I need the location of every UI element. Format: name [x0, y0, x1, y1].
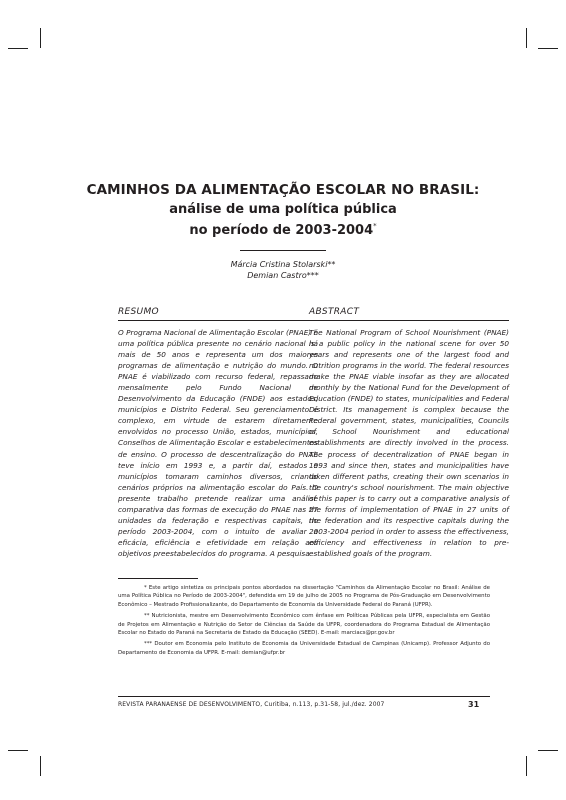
- author-list: [0, 259, 566, 281]
- crop-mark: [538, 750, 558, 751]
- author-name: Demian Castro***: [247, 271, 319, 280]
- page-number: 31: [468, 700, 480, 709]
- footnote: *** Doutor em Economia pelo Instituto de Economia da Universidade Estadual de Campinas (Unicamp). Professor Adjunto do Departamento de Economia da UFPR. E-mail: demian@ufpr.br: [118, 641, 490, 656]
- crop-mark: [526, 28, 527, 48]
- crop-mark: [40, 28, 41, 48]
- resumo-divider: [118, 320, 318, 321]
- journal-citation: REVISTA PARANAENSE DE DESENVOLVIMENTO, Curitiba, n.113, p.31-58, jul./dez. 2007: [118, 701, 385, 708]
- abstract-column: [309, 307, 509, 559]
- article-subtitle: [0, 201, 566, 239]
- footnote: ** Nutricionista, mestre em Desenvolvimento Econômico com ênfase em Políticas Públicas pela UFPR, especialista em Gestão de Projetos em Alimentação e Nutrição do Setor de Ciências da Saúde da UFPR, coordenadora do Programa Estadual de Alimentação Escolar no Estado do Paraná na Secretaria de Estado da Educação (SEED). E-mail: marciacs@pr.gov.br: [118, 613, 490, 637]
- author-name: Márcia Cristina Stolarski**: [230, 260, 336, 269]
- footnote-marker: *: [373, 222, 377, 230]
- footnote: * Este artigo sintetiza os principais pontos abordados na dissertação "Caminhos da Alimentação Escolar no Brasil: Análise de uma Política Pública no Período de 2003-2004", defendida em 19 de julho de 2005 no Programa de Pós-Graduação em Desenvolvimento Econômico – Mestrado Profissionalizante, do Departamento de Economia da Universidade Federal do Paraná (UFPR).: [118, 585, 490, 608]
- crop-mark: [526, 756, 527, 776]
- title-block: [0, 182, 566, 281]
- crop-mark: [8, 750, 28, 751]
- footer-divider: [118, 696, 490, 697]
- crop-mark: [40, 756, 41, 776]
- footnote-divider: [118, 578, 198, 579]
- resumo-text: O Programa Nacional de Alimentação Escolar (PNAE) é uma política pública presente no cenário nacional há mais de 50 anos e representa um dos maiores programas de alimentação e nutrição do mundo. O PNAE é viabilizado com recurso federal, repassado mensalmente pelo Fundo Nacional de Desenvolvimento da Educação (FNDE) aos estados, municípios e Distrito Federal. Seu gerenciamento é complexo, em virtude de estarem diretamente envolvidos no processo União, estados, municípios, Conselhos de Alimentação Escolar e estabelecimentos de ensino. O processo de descentralização do PNAE teve início em 1993 e, a partir daí, estados e municípios tomaram caminhos diversos, criando cenários próprios na alimentação escolar do País. O presente trabalho pretende realizar uma análise comparativa das formas de execução do PNAE nas 27 unidades da federação e respectivas capitais, no período 2003-2004, com o intuito de avaliar a eficácia, eficiência e efetividade em relação aos objetivos preestabelecidos do programa. A pesquisa: [118, 328, 318, 558]
- footnotes: [118, 584, 490, 660]
- subtitle-line-2: no período de 2003-2004: [189, 223, 374, 238]
- crop-mark: [538, 48, 558, 49]
- abstract-text: The National Program of School Nourishment (PNAE) is a public policy in the national scene for over 50 years and represents one of the largest food and nutrition programs in the world. The federal resources make the PNAE viable insofar as they are allocated monthly by the National Fund for the Development of Education (FNDE) to states, municipalities and Federal District. Its management is complex because the Federal government, states, municipalities, Councils of School Nourishment and educational establishments are directly involved in the process. The process of decentralization of PNAE began in 1993 and since then, states and municipalities have taken different paths, creating their own scenarios in the country's school nourishment. The main objective of this paper is to carry out a comparative analysis of the forms of implementation of PNAE in 27 units of the federation and its respective capitals during the 2003-2004 period in order to assess the effectiveness, efficiency and effectiveness in relation to pre-established goals of the program.: [309, 328, 509, 558]
- article-title: CAMINHOS DA ALIMENTAÇÃO ESCOLAR NO BRASIL:: [86, 182, 480, 198]
- title-divider: [240, 250, 326, 251]
- subtitle-line-1: análise de uma política pública: [169, 202, 397, 217]
- crop-mark: [8, 48, 28, 49]
- abstract-heading: ABSTRACT: [309, 307, 360, 317]
- abstract-divider: [309, 320, 509, 321]
- resumo-column: [118, 307, 318, 559]
- resumo-heading: RESUMO: [118, 307, 159, 317]
